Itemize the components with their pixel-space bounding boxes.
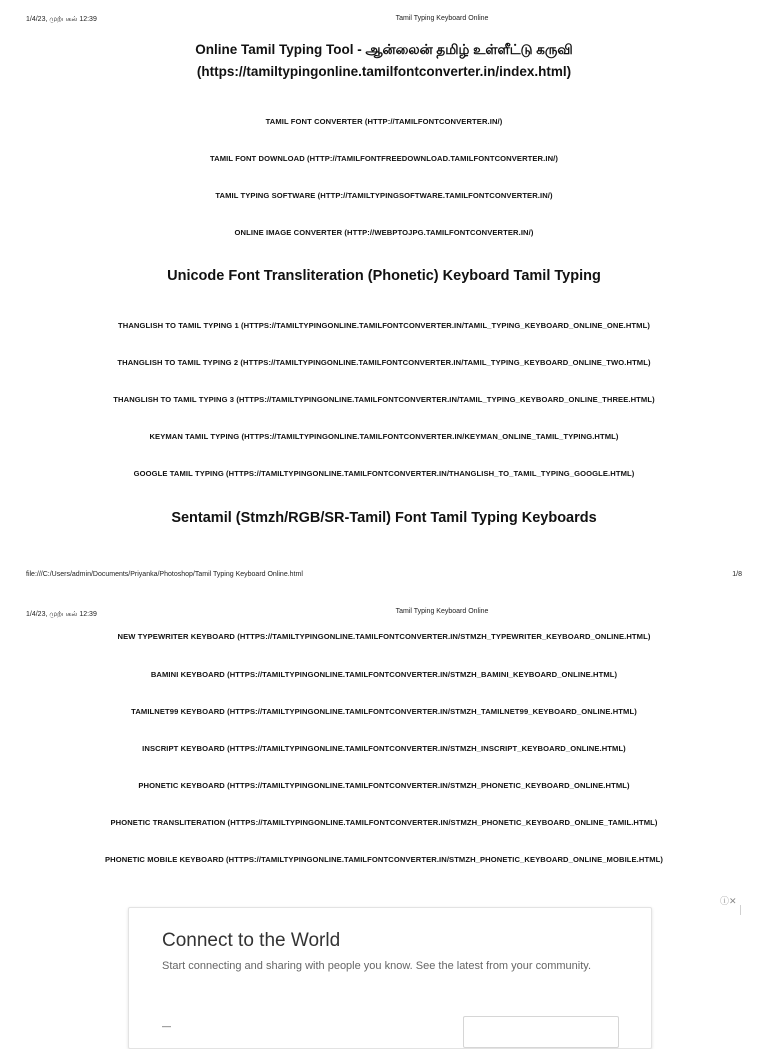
link-phonetic-mobile[interactable]: PHONETIC MOBILE KEYBOARD (HTTPS://TAMILTYPINGONLINE.TAMILFONTCONVERTER.IN/STMZH_PHONETIC_KEYBOARD_ONLINE_MOBILE.HTML) <box>104 855 664 864</box>
link-bamini[interactable]: BAMINI KEYBOARD (HTTPS://TAMILTYPINGONLINE.TAMILFONTCONVERTER.IN/STMZH_BAMINI_KEYBOARD_ONLINE.HTML) <box>150 670 618 679</box>
nav-link-font-converter[interactable]: TAMIL FONT CONVERTER (HTTP://TAMILFONTCONVERTER.IN/) <box>265 117 503 126</box>
nav-link-image-converter[interactable]: ONLINE IMAGE CONVERTER (HTTP://WEBPTOJPG.TAMILFONTCONVERTER.IN/) <box>234 228 534 237</box>
link-tamilnet99[interactable]: TAMILNET99 KEYBOARD (HTTPS://TAMILTYPINGONLINE.TAMILFONTCONVERTER.IN/STMZH_TAMILNET99_KEYBOARD_ONLINE.HTML) <box>131 707 637 716</box>
link-google[interactable]: GOOGLE TAMIL TYPING (HTTPS://TAMILTYPINGONLINE.TAMILFONTCONVERTER.IN/THANGLISH_TO_TAMIL_TYPING_GOOGLE.HTML) <box>133 469 635 478</box>
ad-title: Connect to the World <box>162 930 341 951</box>
page1-footer-path: file:///C:/Users/admin/Documents/Priyanka/Photoshop/Tamil Typing Keyboard Online.html <box>26 571 303 578</box>
ad-divider <box>740 905 741 915</box>
section-title-unicode: Unicode Font Transliteration (Phonetic) Keyboard Tamil Typing <box>167 268 601 284</box>
page1-header-title: Tamil Typing Keyboard Online <box>395 15 489 22</box>
ad-info-close-icon[interactable]: ⓘ✕ <box>720 896 737 906</box>
page2-header-title: Tamil Typing Keyboard Online <box>395 608 489 615</box>
ad-subtitle: Start connecting and sharing with people you know. See the latest from your community. <box>162 960 592 972</box>
link-typewriter[interactable]: NEW TYPEWRITER KEYBOARD (HTTPS://TAMILTYPINGONLINE.TAMILFONTCONVERTER.IN/STMZH_TYPEWRITER_KEYBOARD_ONLINE.HTML) <box>117 632 651 641</box>
main-title-url[interactable]: (https://tamiltypingonline.tamilfontconverter.in/index.html) <box>196 64 572 79</box>
section-title-sentamil: Sentamil (Stmzh/RGB/SR-Tamil) Font Tamil Typing Keyboards <box>171 510 597 526</box>
page1-footer-page-number: 1/8 <box>732 571 742 578</box>
nav-link-font-download[interactable]: TAMIL FONT DOWNLOAD (HTTP://TAMILFONTFREEDOWNLOAD.TAMILFONTCONVERTER.IN/) <box>210 154 558 163</box>
ad-card[interactable] <box>128 907 652 1049</box>
nav-link-typing-software[interactable]: TAMIL TYPING SOFTWARE (HTTP://TAMILTYPINGSOFTWARE.TAMILFONTCONVERTER.IN/) <box>215 191 553 200</box>
link-phonetic[interactable]: PHONETIC KEYBOARD (HTTPS://TAMILTYPINGONLINE.TAMILFONTCONVERTER.IN/STMZH_PHONETIC_KEYBOARD_ONLINE.HTML) <box>138 781 630 790</box>
link-thanglish-1[interactable]: THANGLISH TO TAMIL TYPING 1 (HTTPS://TAMILTYPINGONLINE.TAMILFONTCONVERTER.IN/TAMIL_TYPING_KEYBOARD_ONLINE_ONE.HTML) <box>118 321 650 330</box>
link-keyman[interactable]: KEYMAN TAMIL TYPING (HTTPS://TAMILTYPINGONLINE.TAMILFONTCONVERTER.IN/KEYMAN_ONLINE_TAMIL_TYPING.HTML) <box>149 432 619 441</box>
link-phonetic-transliteration[interactable]: PHONETIC TRANSLITERATION (HTTPS://TAMILTYPINGONLINE.TAMILFONTCONVERTER.IN/STMZH_PHONETIC_KEYBOARD_ONLINE_TAMIL.HTML) <box>110 818 658 827</box>
link-thanglish-2[interactable]: THANGLISH TO TAMIL TYPING 2 (HTTPS://TAMILTYPINGONLINE.TAMILFONTCONVERTER.IN/TAMIL_TYPING_KEYBOARD_ONLINE_TWO.HTML) <box>117 358 651 367</box>
main-title: Online Tamil Typing Tool - ஆன்லைன் தமிழ் உள்ளீட்டு கருவி <box>195 42 573 57</box>
ad-label-cropped: — <box>162 1021 171 1031</box>
link-thanglish-3[interactable]: THANGLISH TO TAMIL TYPING 3 (HTTPS://TAMILTYPINGONLINE.TAMILFONTCONVERTER.IN/TAMIL_TYPING_KEYBOARD_ONLINE_THREE.HTML) <box>113 395 655 404</box>
page2-header-date: 1/4/23, முற்பகல் 12:39 <box>26 611 97 618</box>
link-inscript[interactable]: INSCRIPT KEYBOARD (HTTPS://TAMILTYPINGONLINE.TAMILFONTCONVERTER.IN/STMZH_INSCRIPT_KEYBOARD_ONLINE.HTML) <box>142 744 626 753</box>
ad-button[interactable] <box>463 1016 619 1048</box>
page1-header-date: 1/4/23, முற்பகல் 12:39 <box>26 16 97 23</box>
